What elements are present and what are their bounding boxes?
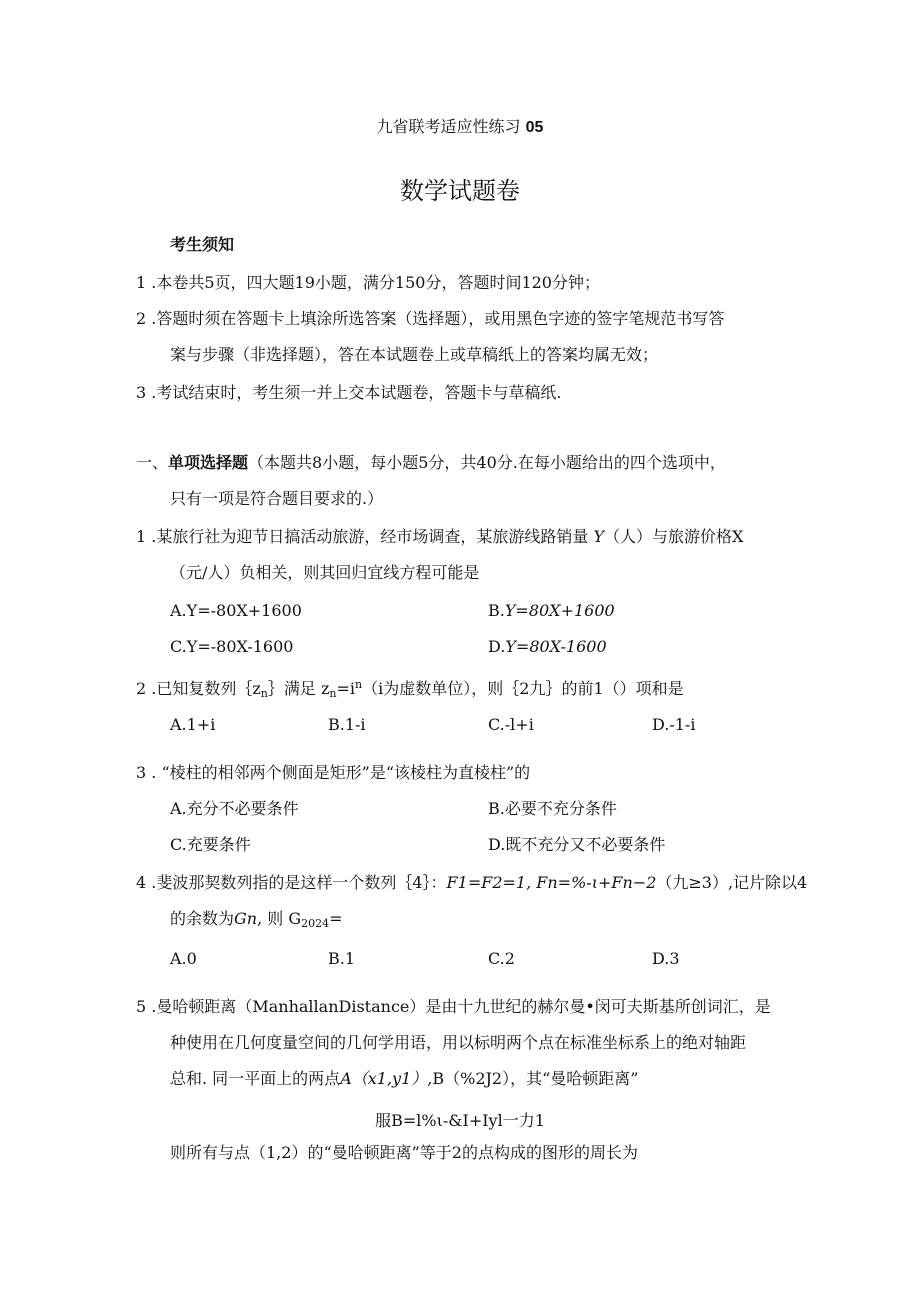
question-3-option-a: A.充分不必要条件 — [170, 799, 299, 818]
question-4-option-c: C.2 — [488, 949, 515, 968]
question-2-option-b: B.1-i — [328, 715, 366, 734]
section-heading — [136, 452, 726, 474]
question-4-option-b: B.1 — [328, 949, 356, 968]
question-1-stem: 1 .某旅行社为迎节日搞活动旅游，经市场调查，某旅游线路销量 Y（人）与旅游价格X — [136, 527, 744, 546]
manhattan-distance-formula: 服B=l%ι-&I+Iyl一力1 — [375, 1111, 545, 1130]
question-2-option-a: A.1+i — [170, 715, 216, 734]
fibonacci-formula: F1=F2=1, Fn=%-ι+Fn−2 — [446, 873, 657, 892]
question-4-option-a: A.0 — [170, 949, 197, 968]
exam-series-name: 九省联考适应性练习 — [376, 117, 521, 136]
question-4-stem-continued: 的余数为Gn, 则 $G_{2024}=$ — [170, 909, 343, 930]
question-3-option-c: C.充要条件 — [170, 835, 251, 854]
question-1-option-a: A.Y=-80X+1600 — [170, 601, 302, 620]
exam-series-number: 05 — [525, 119, 544, 136]
question-3-option-d: D.既不充分又不必要条件 — [488, 835, 666, 854]
question-1-stem-continued: （元/人）负相关，则其回归宜线方程可能是 — [170, 563, 480, 582]
question-5-stem-line-3: 总和. 同一平面上的两点A（x1,y1）,B（%2J2），其“曼哈顿距离” — [170, 1069, 639, 1088]
section-title: 单项选择题 — [168, 453, 249, 472]
question-1-option-d: D.Y=80X-1600 — [488, 637, 607, 656]
question-3-option-b: B.必要不充分条件 — [488, 799, 617, 818]
question-4-option-d: D.3 — [652, 949, 680, 968]
exam-series-title — [0, 116, 920, 139]
question-3-stem: 3 . “棱柱的相邻两个侧面是矩形”是“该棱柱为直棱柱”的 — [136, 763, 531, 782]
notice-item: 2 .答题时须在答题卡上填涂所选答案（选择题），或用黑色字迹的签字笔规范书写答 — [136, 309, 725, 328]
question-1-option-b: B.Y=80X+1600 — [488, 601, 615, 620]
question-5-stem-line-4: 则所有与点（1,2）的“曼哈顿距离”等于2的点构成的图形的周长为 — [170, 1143, 638, 1162]
notice-heading: 考生须知 — [170, 235, 235, 254]
question-2-option-d: D.-1-i — [652, 715, 696, 734]
question-5-stem: 5 .曼哈顿距离（ManhallanDistance）是由十九世纪的赫尔曼•闵可夫斯基所创词汇，是 — [136, 997, 771, 1016]
notice-item: 3 .考试结束时，考生须一并上交本试题卷，答题卡与草稿纸. — [136, 383, 562, 402]
page-title: 数学试题卷 — [400, 177, 520, 205]
question-5-stem-line-2: 种使用在几何度量空间的几何学用语，用以标明两个点在标准坐标系上的绝对轴距 — [170, 1033, 747, 1052]
notice-item: 1 .本卷共5页，四大题19小题，满分150分，答题时间120分钟； — [136, 273, 600, 292]
section-description-continued: 只有一项是符合题目要求的.） — [170, 489, 384, 508]
section-description: （本题共8小题，每小题5分，共40分.在每小题给出的四个选项中， — [248, 453, 726, 472]
section-prefix: 一、 — [136, 453, 169, 472]
notice-item-continued: 案与步骤（非选择题），答在本试题卷上或草稿纸上的答案均属无效； — [170, 345, 659, 364]
question-2-option-c: C.-l+i — [488, 715, 534, 734]
question-1-option-c: C.Y=-80X-1600 — [170, 637, 294, 656]
question-2-stem: 2 .已知复数列$\{z_n\}$满足 $z_n=i^n(i$为虚数单位），则｛2九｝的前1（）项和是 — [136, 678, 684, 700]
question-4-stem: 4 .斐波那契数列指的是这样一个数列｛4｝：F1=F2=1, Fn=%-ι+Fn−2（九≥3）,记片除以4 — [136, 873, 808, 892]
